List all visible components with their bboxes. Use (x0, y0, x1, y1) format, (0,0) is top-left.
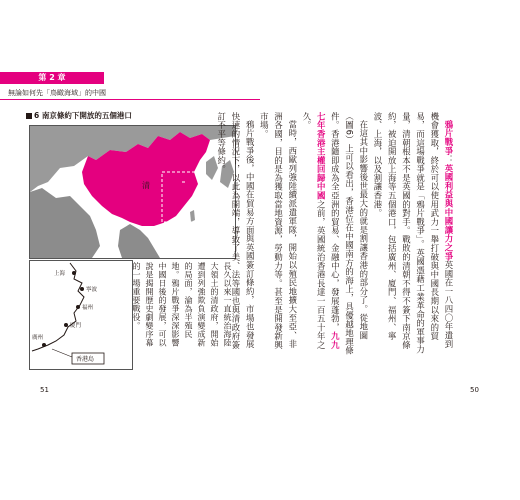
port-dot (80, 287, 84, 291)
header-rule (0, 99, 260, 100)
port-label: 福州 (82, 305, 94, 311)
coast-svg (30, 261, 132, 369)
port-label: 寧波 (86, 287, 98, 293)
body-paragraph (300, 112, 371, 356)
body-paragraph (257, 112, 300, 356)
port-label: 上海 (54, 271, 66, 277)
body-run: 在這其中影響後世最大的就是割讓香港的部分了。從地圖（圖6）上可以看出，香港位在中國南方的海上，具優越地理條件。香港隨即成為全亞洲的貿易、金融中心，發展蓬勃， (330, 112, 369, 356)
highlight-text: 九九七年香港主權回歸中國 (316, 112, 341, 350)
body-paragraph (215, 112, 258, 356)
southeast-asia-land (118, 224, 160, 258)
body-text (216, 112, 456, 356)
figure-title (26, 110, 132, 121)
body-run: 之前，英國統治香港長達一百五十年之久。 (301, 112, 327, 350)
figure-title-text: 6 南京條約下開放的五個港口 (34, 111, 132, 120)
highlight-text: 鴉片戰爭 (444, 120, 454, 156)
asia-map-svg (30, 126, 235, 258)
body-run: 英國在一八四〇年遣到機會獲取，終於可以使用武力一舉打破與中國長期以來的貿易，而這場戰爭就是「鴉片戰爭」。英國憑藉工業革命的軍事力量，清朝根本不是英國的對手。戰敗的清朝不得不簽下南京條約，被迫開放上海等五個港口，包括廣州、廈門、福州、寧波、上海，以及割讓香港。 (372, 112, 454, 354)
port-dot (76, 305, 80, 309)
square-bullet-icon (26, 113, 32, 119)
south-asia-land (30, 188, 100, 258)
main-map (29, 125, 236, 259)
hongkong-pointer (52, 349, 72, 357)
port-dot (64, 323, 68, 327)
port-label: 廈門 (70, 323, 82, 329)
page-number-left: 51 (40, 386, 49, 394)
qing-label: 清 (142, 181, 150, 190)
figure-caption: 長久以來一直統治海陸大領土的清政府，開始遭到列強欺負演變成新的局面，淪為半殖民地。鴉片戰爭深深影響中國日後的發展，可以說是揭開歷史劇變序幕的一場重要戰役。 (132, 262, 232, 347)
hongkong-label: 香港島 (76, 356, 95, 363)
body-run: ： (444, 155, 454, 165)
chapter-tab: 第 2 章 (0, 72, 104, 84)
taiwan-land (190, 210, 195, 222)
port-dot (72, 271, 76, 275)
coast-inset-map (29, 260, 133, 370)
highlight-text: 英國利益與中國讓力之爭 (444, 164, 454, 262)
port-dot (42, 343, 46, 347)
body-paragraph (371, 112, 456, 356)
port-label: 廣州 (32, 335, 44, 341)
chapter-subtitle: 無論如何先「鳥瞰海域」的中國 (8, 89, 106, 97)
body-run: 當時，西歐列強陸續派遣軍隊，開始以殖民地擴大至亞、非洲各國，目的是為獲取當地資源，勞動力等。甚至是開發新興市場。 (259, 112, 298, 350)
page-number-right: 50 (470, 386, 479, 394)
body-run: 鴉片戰爭後，中國在貿易方面與英國簽訂條約，市場也發展快速的情況下，以此為開端，導致了美、法等國也與清政府簽訂不平等條約。 (216, 112, 256, 350)
